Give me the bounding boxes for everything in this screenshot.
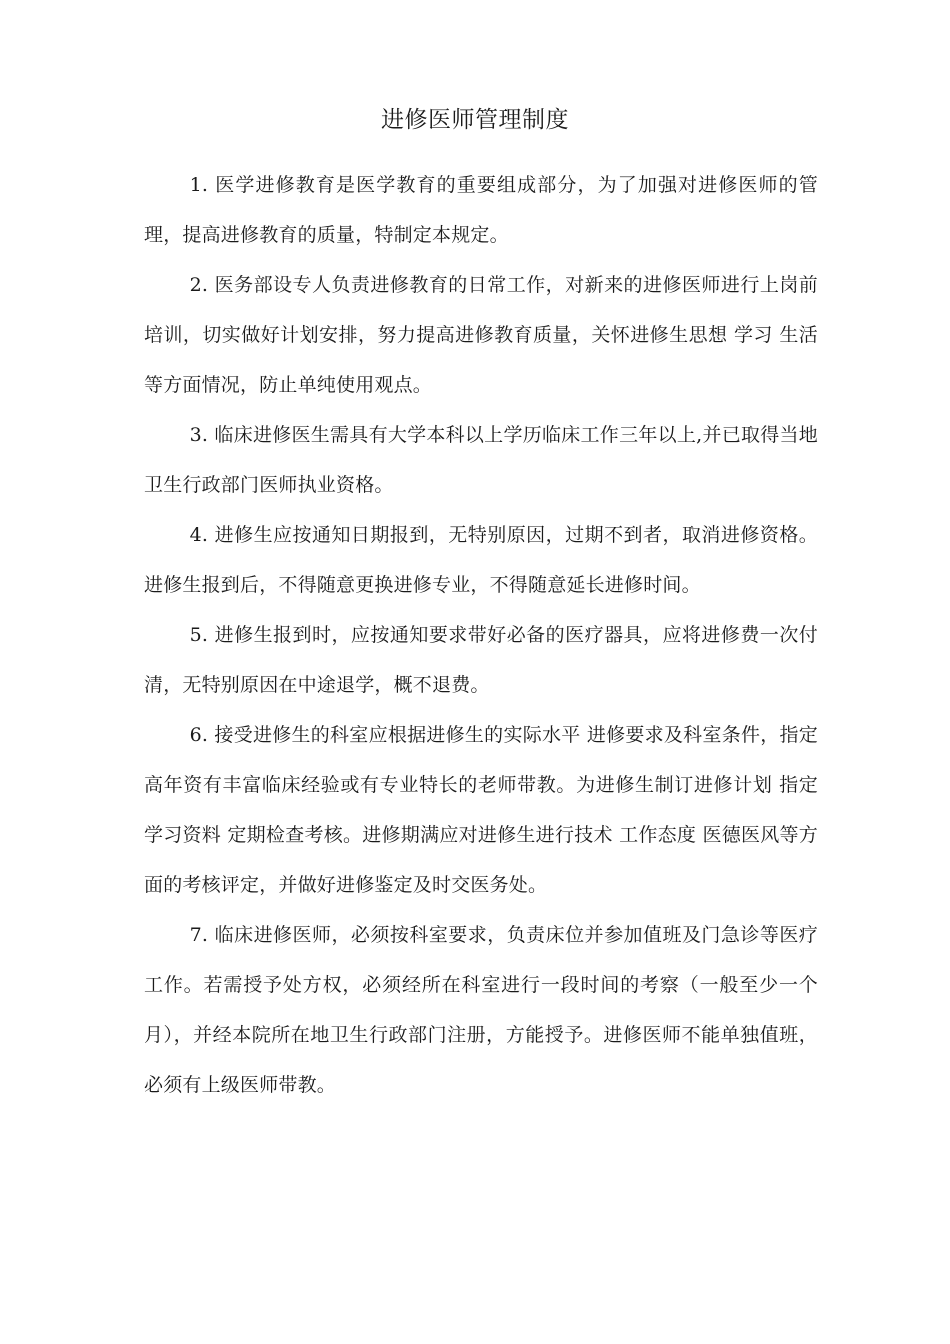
- paragraph-6: 6. 接受进修生的科室应根据进修生的实际水平 进修要求及科室条件，指定高年资有丰富临床经验或有专业特长的老师带教。为进修生制订进修计划 指定学习资料 定期检查考核。进修期满应对进修生进行技术 工作态度 医德医风等方面的考核评定，并做好进修鉴定及时交医务处。: [144, 724, 818, 896]
- paragraph-1: 1. 医学进修教育是医学教育的重要组成部分，为了加强对进修医师的管理，提高进修教育的质量，特制定本规定。: [144, 174, 818, 246]
- paragraph-3: 3. 临床进修医生需具有大学本科以上学历临床工作三年以上,并已取得当地卫生行政部门医师执业资格。: [144, 424, 818, 496]
- paragraph-4: 4. 进修生应按通知日期报到，无特别原因，过期不到者，取消进修资格。进修生报到后，不得随意更换进修专业，不得随意延长进修时间。: [144, 524, 818, 596]
- paragraph-5: 5. 进修生报到时，应按通知要求带好必备的医疗器具，应将进修费一次付清，无特别原因在中途退学，概不退费。: [144, 624, 818, 696]
- paragraph-7: 7. 临床进修医师，必须按科室要求，负责床位并参加值班及门急诊等医疗工作。若需授予处方权，必须经所在科室进行一段时间的考察（一般至少一个月），并经本院所在地卫生行政部门注册，方能授予。进修医师不能单独值班，必须有上级医师带教。: [144, 924, 818, 1096]
- document-title: 进修医师管理制度: [381, 107, 569, 133]
- document-body: [144, 160, 818, 1110]
- paragraph-2: 2. 医务部设专人负责进修教育的日常工作，对新来的进修医师进行上岗前培训，切实做好计划安排，努力提高进修教育质量，关怀进修生思想 学习 生活等方面情况，防止单纯使用观点。: [144, 274, 818, 396]
